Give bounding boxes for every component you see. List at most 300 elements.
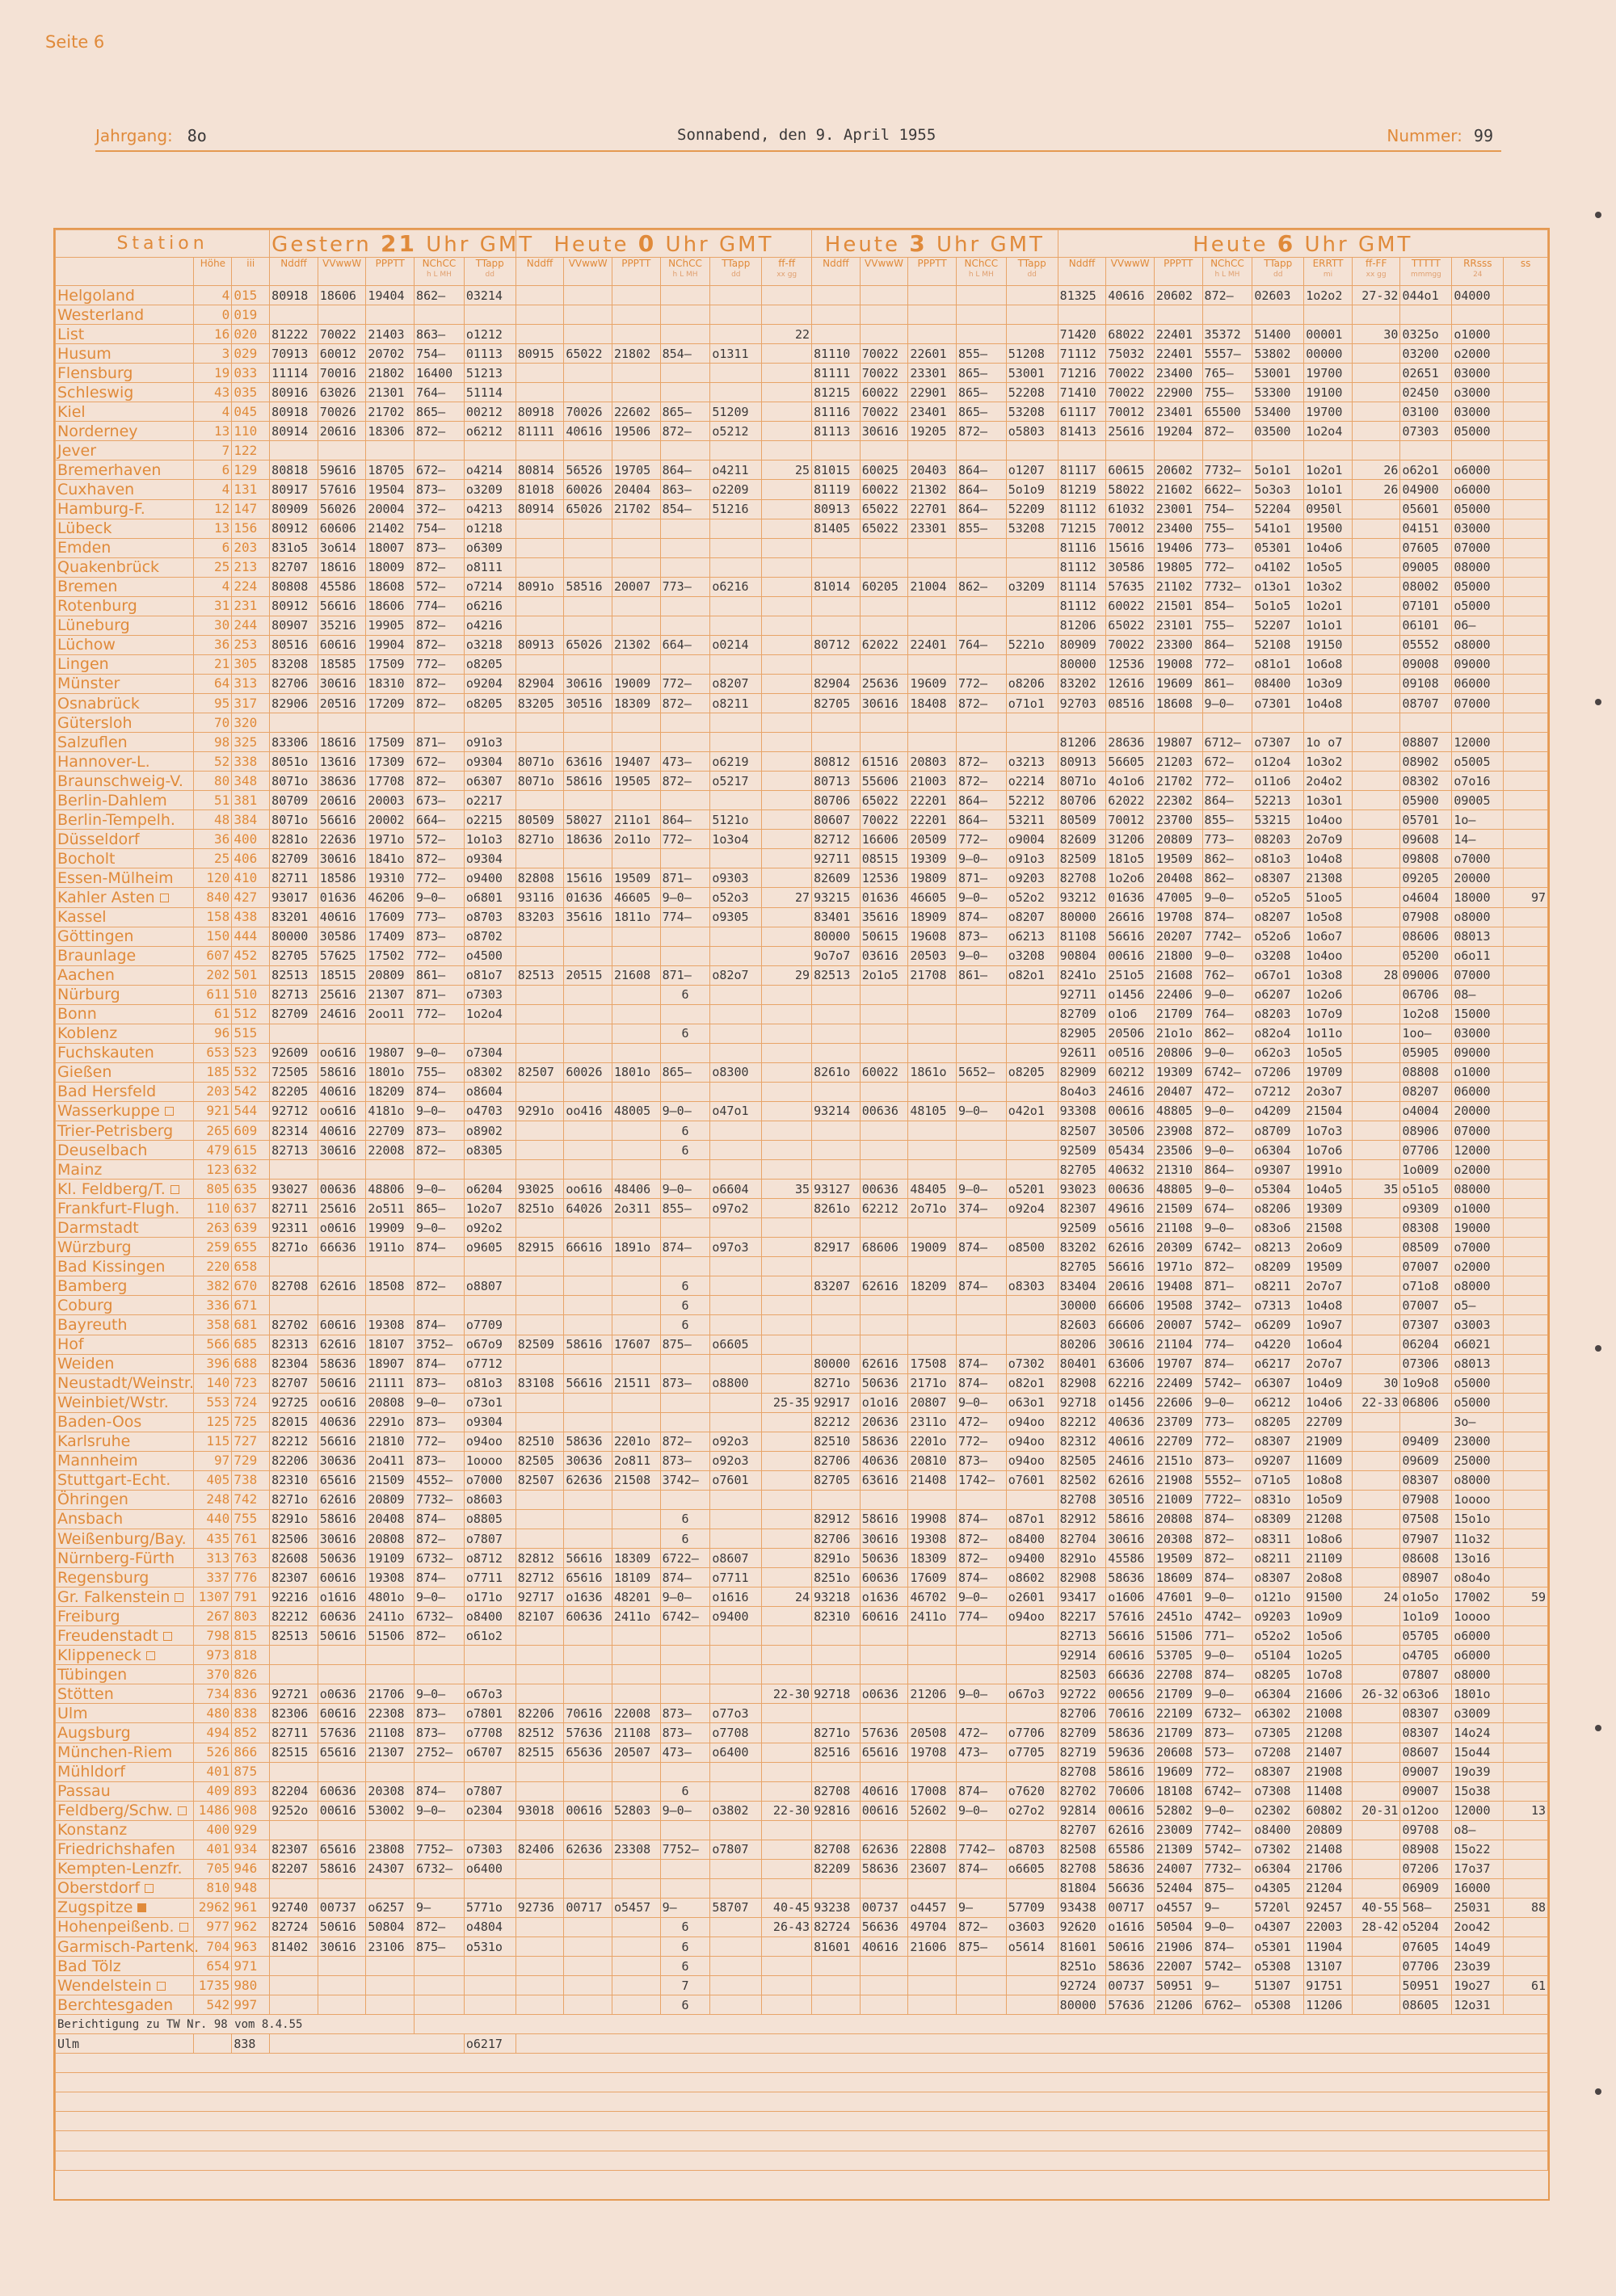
obs-value — [812, 1004, 861, 1024]
ttapp-header — [464, 258, 516, 286]
obs-value: o6801 — [464, 888, 516, 907]
station-index: 761 — [232, 1529, 270, 1549]
obs-value — [1504, 635, 1548, 654]
station-label: Kiel — [57, 402, 86, 421]
obs-value — [1006, 733, 1058, 752]
obs-value: 56526 — [564, 460, 612, 480]
obs-value — [1352, 985, 1400, 1004]
obs-value: o4500 — [464, 946, 516, 965]
obs-value: 07206 — [1400, 1859, 1452, 1878]
obs-value — [1202, 713, 1252, 733]
obs-value: 92711 — [1058, 985, 1106, 1004]
obs-value: o5212 — [710, 422, 762, 441]
obs-value — [1504, 1878, 1548, 1898]
obs-value — [812, 1957, 861, 1976]
obs-value — [1504, 577, 1548, 596]
obs-value: 8291o — [1058, 1549, 1106, 1568]
obs-value — [318, 1296, 366, 1315]
obs-value: 2o71o — [908, 1199, 957, 1218]
obs-value: o8603 — [464, 1490, 516, 1509]
obs-value: 855— — [956, 519, 1006, 538]
obs-value: o5000 — [1452, 1373, 1504, 1393]
obs-value: 6 — [660, 1121, 710, 1141]
obs-value: o2215 — [464, 810, 516, 830]
obs-value: 40616 — [860, 1781, 908, 1801]
obs-value: 374— — [956, 1199, 1006, 1218]
obs-value — [1006, 1257, 1058, 1276]
obs-value: 865— — [956, 383, 1006, 402]
obs-value — [564, 1082, 612, 1101]
station-name — [56, 927, 194, 946]
obs-value: 8071o — [270, 810, 318, 830]
obs-value — [908, 1995, 957, 2015]
obs-value — [318, 441, 366, 460]
obs-value: o5— — [1452, 1296, 1504, 1315]
obs-value — [710, 1160, 762, 1180]
gust-value — [762, 286, 812, 305]
obs-value: 864— — [1202, 1160, 1252, 1180]
obs-value — [516, 286, 564, 305]
station-height: 840 — [194, 888, 232, 907]
obs-value: 50636 — [860, 1549, 908, 1568]
obs-value — [956, 1976, 1006, 1995]
table-row — [56, 1607, 1548, 1626]
station-height: 810 — [194, 1878, 232, 1898]
station-label: Ulm — [57, 1704, 88, 1722]
obs-value — [660, 1820, 710, 1840]
obs-value: 20507 — [612, 1743, 660, 1762]
obs-value — [956, 1704, 1006, 1723]
obs-value: 1801o — [612, 1062, 660, 1082]
obs-value: 20007 — [1154, 1315, 1202, 1335]
obs-value — [1352, 1160, 1400, 1180]
obs-value — [1202, 305, 1252, 325]
obs-value: 673— — [415, 791, 465, 810]
nchcc-sub: h L MH — [968, 271, 994, 279]
obs-value: 873— — [415, 1373, 465, 1393]
obs-value: 65586 — [1106, 1840, 1155, 1859]
gust-value — [762, 1218, 812, 1238]
obs-value — [860, 1043, 908, 1062]
issue-date: Sonnabend, den 9. April 1955 — [677, 126, 936, 144]
obs-value: 20002 — [366, 810, 415, 830]
obs-value — [956, 1335, 1006, 1354]
obs-value: 9—0— — [1202, 1646, 1252, 1665]
obs-value: 3742— — [1202, 1296, 1252, 1315]
obs-value — [564, 1276, 612, 1296]
station-index: 512 — [232, 1004, 270, 1024]
station-name — [56, 713, 194, 733]
table-row — [56, 557, 1548, 577]
gust-value — [762, 1121, 812, 1141]
station-height: 61 — [194, 1004, 232, 1024]
station-label: Bonn — [57, 1005, 97, 1024]
obs-value: 60012 — [318, 344, 366, 364]
obs-value: o1000 — [1452, 1199, 1504, 1218]
obs-value: o8307 — [1252, 868, 1304, 888]
obs-value — [1504, 713, 1548, 733]
obs-value: o5104 — [1252, 1646, 1304, 1665]
gust-value — [762, 402, 812, 422]
gust-value — [762, 1723, 812, 1743]
obs-value — [1352, 1509, 1400, 1529]
station-height: 409 — [194, 1781, 232, 1801]
obs-value: o94oo — [1006, 1451, 1058, 1470]
obs-value — [516, 1936, 564, 1956]
obs-value — [1352, 1820, 1400, 1840]
obs-value: 20808 — [1154, 1509, 1202, 1529]
station-index: 203 — [232, 538, 270, 557]
obs-value: 473— — [660, 1743, 710, 1762]
obs-value: 53802 — [1252, 344, 1304, 364]
obs-value: o6021 — [1452, 1335, 1504, 1354]
station-height: 52 — [194, 752, 232, 772]
obs-value: 23908 — [1154, 1121, 1202, 1141]
obs-value — [660, 1160, 710, 1180]
table-row — [56, 635, 1548, 654]
obs-value: 56636 — [860, 1917, 908, 1936]
obs-value — [612, 557, 660, 577]
obs-value: 1971o — [1154, 1257, 1202, 1276]
group-hour: 21 — [381, 230, 417, 257]
obs-value: 664— — [660, 635, 710, 654]
obs-value: 9—0— — [660, 1801, 710, 1820]
empty-cell — [56, 2073, 1548, 2092]
gust-value: 22-30 — [762, 1684, 812, 1704]
obs-value: 71410 — [1058, 383, 1106, 402]
obs-value: 08002 — [1400, 577, 1452, 596]
table-row — [56, 1878, 1548, 1898]
obs-value: o1o16 — [860, 1393, 908, 1412]
gust-value — [762, 1101, 812, 1121]
obs-value — [1504, 422, 1548, 441]
obs-value: 51400 — [1252, 325, 1304, 344]
obs-value: 21800 — [1154, 946, 1202, 965]
obs-value: 9—0— — [956, 1801, 1006, 1820]
obs-value: 19508 — [1154, 1296, 1202, 1315]
empty-cell — [415, 2015, 1548, 2034]
group-suffix: Uhr GMT — [1304, 233, 1413, 257]
obs-value: 755— — [1202, 616, 1252, 635]
station-label: Würzburg — [57, 1238, 132, 1256]
obs-value: 1o4oo — [1304, 810, 1353, 830]
station-label: München-Riem — [57, 1743, 173, 1762]
obs-value: 755— — [1202, 383, 1252, 402]
obs-value — [516, 1004, 564, 1024]
ttapp-sub: dd — [1027, 271, 1037, 279]
obs-value: 17509 — [366, 654, 415, 674]
obs-value — [564, 849, 612, 868]
station-height: 158 — [194, 907, 232, 927]
obs-value — [1352, 1568, 1400, 1587]
gust-value: 25 — [762, 460, 812, 480]
obs-value: o2304 — [464, 1801, 516, 1820]
obs-value: 30000 — [1058, 1296, 1106, 1315]
obs-value: 6742— — [1202, 1781, 1252, 1801]
obs-value: 83404 — [1058, 1276, 1106, 1296]
obs-value — [812, 616, 861, 635]
obs-value — [956, 616, 1006, 635]
obs-value — [812, 1257, 861, 1276]
obs-value — [564, 927, 612, 946]
obs-value: o8205 — [464, 654, 516, 674]
obs-value — [1504, 654, 1548, 674]
obs-value — [1352, 927, 1400, 946]
obs-value: 864— — [956, 499, 1006, 519]
obs-value: 19505 — [612, 772, 660, 791]
obs-value: 1o2o6 — [1106, 868, 1155, 888]
obs-value: 80206 — [1058, 1335, 1106, 1354]
obs-value: o121o — [1252, 1587, 1304, 1607]
obs-value — [860, 1957, 908, 1976]
obs-value: 03100 — [1400, 402, 1452, 422]
obs-value: 25636 — [860, 674, 908, 693]
obs-value: 66636 — [1106, 1665, 1155, 1684]
obs-value: 80917 — [270, 480, 318, 499]
obs-value — [860, 1820, 908, 1840]
obs-value: 60616 — [318, 1315, 366, 1335]
obs-value — [564, 1004, 612, 1024]
obs-value: 81108 — [1058, 927, 1106, 946]
obs-value: oo616 — [318, 1101, 366, 1121]
station-label: Oberstdorf — [57, 1879, 141, 1898]
station-label: Feldberg/Schw. — [57, 1802, 173, 1820]
obs-value: 22709 — [1154, 1432, 1202, 1451]
obs-value: 21608 — [612, 965, 660, 985]
obs-value: 044o1 — [1400, 286, 1452, 305]
obs-value: 40616 — [1106, 1432, 1155, 1451]
square-icon — [165, 1107, 174, 1116]
obs-value — [612, 733, 660, 752]
obs-value: 01636 — [564, 888, 612, 907]
gust-header — [1352, 258, 1400, 286]
obs-value — [908, 1762, 957, 1781]
obs-value: o7302 — [1006, 1354, 1058, 1373]
obs-value — [612, 1121, 660, 1141]
obs-value: 24616 — [1106, 1451, 1155, 1470]
station-name — [56, 1451, 194, 1470]
obs-value — [812, 441, 861, 460]
obs-value: 60616 — [318, 1704, 366, 1723]
obs-value: 00212 — [464, 402, 516, 422]
station-label: Deuselbach — [57, 1141, 148, 1159]
obs-value: 6 — [660, 985, 710, 1004]
obs-value: 872— — [956, 422, 1006, 441]
obs-value: 71215 — [1058, 519, 1106, 538]
obs-value: 8071o — [516, 752, 564, 772]
obs-value: 865— — [415, 402, 465, 422]
obs-value: 23400 — [1154, 519, 1202, 538]
obs-value — [710, 1276, 762, 1296]
obs-value: 9—0— — [415, 1684, 465, 1704]
obs-value — [956, 538, 1006, 557]
obs-value — [660, 1043, 710, 1062]
obs-value: 80607 — [812, 810, 861, 830]
obs-value — [1504, 1393, 1548, 1412]
obs-value: 21403 — [366, 325, 415, 344]
obs-value: 871— — [415, 733, 465, 752]
obs-value: 21o1o — [1154, 1024, 1202, 1043]
obs-value — [660, 557, 710, 577]
errtt-label: ERRTT — [1312, 258, 1344, 269]
obs-value: 7732— — [1202, 1859, 1252, 1878]
obs-value — [612, 1820, 660, 1840]
obs-value: 46206 — [366, 888, 415, 907]
obs-value: 23301 — [908, 519, 957, 538]
obs-value — [564, 616, 612, 635]
obs-value: 18108 — [1154, 1781, 1202, 1801]
obs-value: 56616 — [318, 810, 366, 830]
obs-value: 17209 — [366, 693, 415, 713]
obs-value: 9—0— — [956, 888, 1006, 907]
obs-value: 14— — [1452, 830, 1504, 849]
station-height: 382 — [194, 1276, 232, 1296]
obs-value: o7706 — [1006, 1723, 1058, 1743]
station-height: 734 — [194, 1684, 232, 1704]
station-label: Gr. Falkenstein — [57, 1587, 170, 1606]
obs-value: 06101 — [1400, 616, 1452, 635]
station-index: 632 — [232, 1160, 270, 1180]
obs-value: 21310 — [1154, 1160, 1202, 1180]
obs-value: 70913 — [270, 344, 318, 364]
obs-value: 80000 — [1058, 654, 1106, 674]
gust-value — [762, 1936, 812, 1956]
obs-value: o0636 — [860, 1684, 908, 1704]
obs-value: 9—0— — [415, 1180, 465, 1199]
obs-value: 05200 — [1400, 946, 1452, 965]
obs-value: o8703 — [1006, 1840, 1058, 1859]
obs-value: o83o6 — [1252, 1218, 1304, 1238]
obs-value — [415, 713, 465, 733]
obs-value: 541o1 — [1252, 519, 1304, 538]
obs-value: o8o4o — [1452, 1568, 1504, 1587]
obs-value: 2o4o2 — [1304, 772, 1353, 791]
obs-value: 1861o — [908, 1062, 957, 1082]
obs-value: 6 — [660, 1529, 710, 1549]
obs-value: o2000 — [1452, 1160, 1504, 1180]
obs-value: o6212 — [1252, 1393, 1304, 1412]
station-label: List — [57, 325, 85, 343]
obs-value — [956, 1043, 1006, 1062]
obs-value — [1504, 1180, 1548, 1199]
obs-value: 80000 — [812, 1354, 861, 1373]
obs-value: 56616 — [318, 1432, 366, 1451]
obs-value: o4457 — [908, 1898, 957, 1917]
station-name — [56, 1607, 194, 1626]
obs-value: o7303 — [464, 1840, 516, 1859]
obs-value — [956, 1004, 1006, 1024]
obs-value — [710, 519, 762, 538]
obs-value: 874— — [956, 1276, 1006, 1296]
obs-value: 24616 — [1106, 1082, 1155, 1101]
obs-value — [516, 1878, 564, 1898]
obs-value: 3o614 — [318, 538, 366, 557]
obs-value — [1504, 596, 1548, 616]
obs-value: 22201 — [908, 791, 957, 810]
obs-value: 01636 — [318, 888, 366, 907]
obs-value: 20407 — [1154, 1082, 1202, 1101]
obs-value — [1352, 1199, 1400, 1218]
obs-value — [660, 1626, 710, 1646]
obs-value — [1504, 1024, 1548, 1043]
obs-value: 19000 — [1452, 1218, 1504, 1238]
obs-value: o92o4 — [1006, 1199, 1058, 1218]
obs-value: 92718 — [1058, 1393, 1106, 1412]
obs-value: 1o2o1 — [1304, 596, 1353, 616]
obs-value: 81215 — [812, 383, 861, 402]
obs-value: 50615 — [860, 927, 908, 946]
obs-value — [516, 538, 564, 557]
gust-value — [762, 693, 812, 713]
station-name — [56, 810, 194, 830]
station-index: 231 — [232, 596, 270, 616]
empty-cell — [270, 2034, 465, 2054]
ttapp-sub: dd — [485, 271, 494, 279]
ttapp-header — [1252, 258, 1304, 286]
obs-value: 30636 — [318, 1451, 366, 1470]
obs-value — [1352, 946, 1400, 965]
obs-value: 62616 — [1106, 1470, 1155, 1490]
gust-value — [762, 927, 812, 946]
obs-value: 9—0— — [415, 1043, 465, 1062]
obs-value: 8271o — [270, 1490, 318, 1509]
obs-value: 82705 — [1058, 1160, 1106, 1180]
obs-value: 772— — [1202, 1762, 1252, 1781]
station-label: Freiburg — [57, 1607, 120, 1625]
obs-value: 18310 — [366, 674, 415, 693]
obs-value: 30616 — [318, 1141, 366, 1160]
obs-value: 61117 — [1058, 402, 1106, 422]
obs-value: 18586 — [318, 868, 366, 888]
obs-value: 81219 — [1058, 480, 1106, 499]
obs-value: 1o3o2 — [1304, 752, 1353, 772]
obs-value: 52602 — [908, 1801, 957, 1820]
obs-value: 60022 — [1106, 596, 1155, 616]
obs-value: 60636 — [860, 1568, 908, 1587]
obs-value: 8291o — [270, 1509, 318, 1529]
obs-value: 49616 — [1106, 1199, 1155, 1218]
obs-value — [660, 325, 710, 344]
obs-value — [415, 1878, 465, 1898]
station-index: 122 — [232, 441, 270, 460]
obs-value: 874— — [415, 1568, 465, 1587]
obs-value: o8400 — [1252, 1820, 1304, 1840]
group-today-0 — [516, 230, 811, 258]
obs-value: 82505 — [1058, 1451, 1106, 1470]
obs-value: 65022 — [564, 344, 612, 364]
obs-value: 872— — [660, 772, 710, 791]
obs-value: 82510 — [516, 1432, 564, 1451]
station-index: 045 — [232, 402, 270, 422]
obs-value — [464, 1878, 516, 1898]
obs-value: 30516 — [1106, 1490, 1155, 1509]
obs-value — [956, 1024, 1006, 1043]
station-height: 4 — [194, 402, 232, 422]
obs-value: 25000 — [1452, 1451, 1504, 1470]
gust-value — [762, 1976, 812, 1995]
obs-value — [612, 1878, 660, 1898]
obs-value — [516, 1976, 564, 1995]
gust-value — [762, 772, 812, 791]
obs-value: 1o3o1 — [1304, 791, 1353, 810]
station-height: 435 — [194, 1529, 232, 1549]
station-name — [56, 1665, 194, 1684]
obs-value: 00737 — [318, 1898, 366, 1917]
obs-value: o6707 — [464, 1743, 516, 1762]
obs-value — [710, 791, 762, 810]
table-row — [56, 1121, 1548, 1141]
obs-value: 17607 — [612, 1335, 660, 1354]
